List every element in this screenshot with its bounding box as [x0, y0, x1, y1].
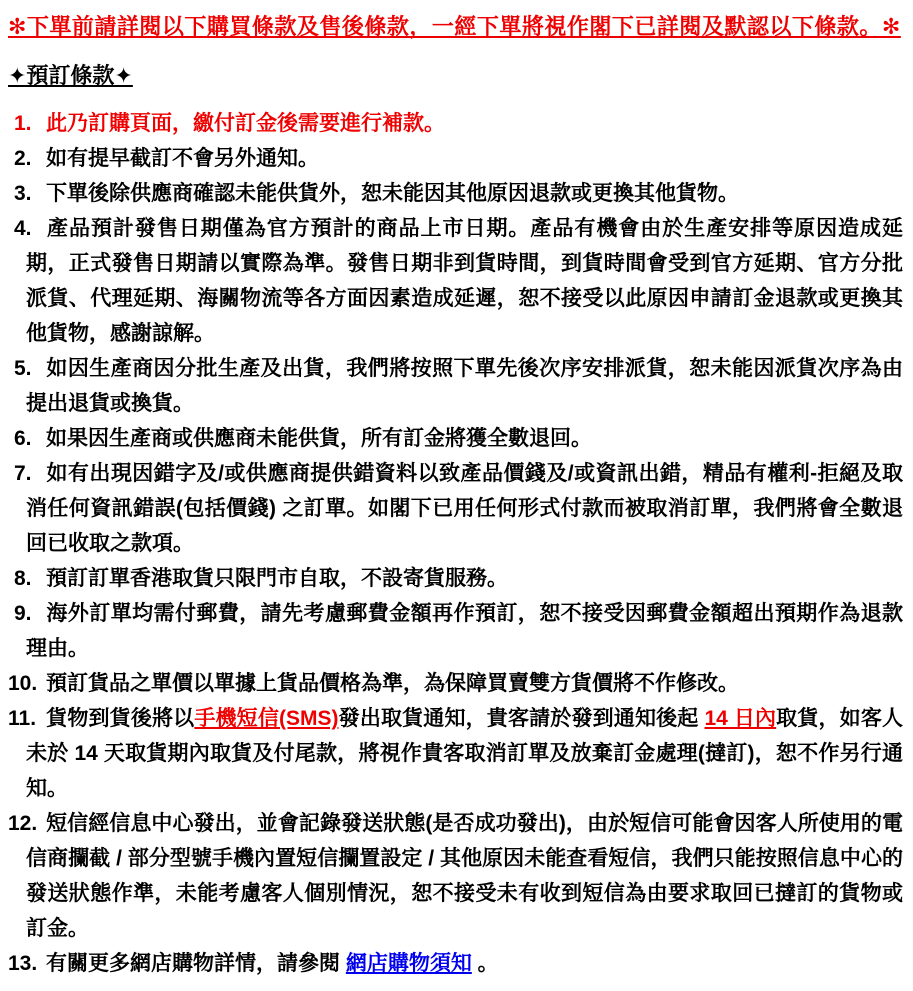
- term-item: [8, 176, 903, 211]
- term-number: 2.: [14, 147, 32, 170]
- term-text-segment: 取貨，如客人未於 14 天取貨期內取貨及付尾款，將視作貴客取消訂單及放棄訂金處理(撻訂)，恕不作另行通知。: [26, 707, 903, 800]
- term-text: [26, 357, 903, 415]
- term-text: [26, 707, 903, 800]
- term-text: [26, 217, 903, 345]
- term-item: [8, 421, 903, 456]
- term-item: [8, 106, 903, 141]
- term-item: [8, 141, 903, 176]
- term-number: 9.: [14, 602, 32, 625]
- term-number: 8.: [14, 567, 32, 590]
- term-number: 7.: [14, 462, 32, 485]
- term-text-segment: 此乃訂購頁面，繳付訂金後需要進行補款。: [46, 112, 445, 135]
- section-title-row: [8, 62, 903, 90]
- term-item: [8, 561, 903, 596]
- term-text: [46, 112, 445, 135]
- term-item: [8, 806, 903, 946]
- term-text-segment: 下單後除供應商確認未能供貨外，恕未能因其他原因退款或更換其他貨物。: [46, 182, 739, 205]
- term-text-segment: 如有出現因錯字及/或供應商提供錯資料以致產品價錢及/或資訊出錯，精品有權利-拒絕及取消任何資訊錯誤(包括價錢) 之訂單。如閣下已用任何形式付款而被取消訂單，我們將會全數退回已收取之款項。: [26, 462, 903, 555]
- term-text-segment: 預訂貨品之單價以單據上貨品價格為準，為保障買賣雙方貨價將不作修改。: [46, 672, 739, 695]
- term-item: [8, 946, 903, 981]
- term-number: 10.: [8, 672, 38, 695]
- highlighted-term: 手機短信(SMS): [194, 707, 339, 730]
- term-number: 1.: [14, 112, 32, 135]
- term-text-segment: 有關更多網店購物詳情，請參閱: [46, 952, 346, 975]
- term-text: [26, 602, 903, 660]
- terms-warning-header: ✻下單前請詳閱以下購買條款及售後條款，一經下單將視作閣下已詳閱及默認以下條款。✻: [8, 14, 901, 39]
- term-item: [8, 666, 903, 701]
- term-text-segment: 海外訂單均需付郵費，請先考慮郵費金額再作預訂，恕不接受因郵費金額超出預期作為退款理由。: [26, 602, 903, 660]
- term-text-segment: 如有提早截訂不會另外通知。: [46, 147, 319, 170]
- term-text-segment: 產品預計發售日期僅為官方預計的商品上市日期。產品有機會由於生產安排等原因造成延期，正式發售日期請以實際為準。發售日期非到貨時間，到貨時間會受到官方延期、官方分批派貨、代理延期、海關物流等各方面因素造成延遲，恕不接受以此原因申請訂金退款或更換其他貨物，感謝諒解。: [26, 217, 903, 345]
- term-number: 11.: [8, 707, 37, 730]
- term-number: 5.: [14, 357, 32, 380]
- term-item: [8, 351, 903, 421]
- term-text-segment: 如果因生產商或供應商未能供貨，所有訂金將獲全數退回。: [46, 427, 592, 450]
- highlighted-term: 14 日內: [704, 707, 777, 730]
- term-text: [46, 567, 508, 590]
- term-text-segment: 如因生產商因分批生產及出貨，我們將按照下單先後次序安排派貨，恕未能因派貨次序為由提出退貨或換貨。: [26, 357, 903, 415]
- term-number: 6.: [14, 427, 32, 450]
- term-item: [8, 456, 903, 561]
- term-text-segment: 發出取貨通知，貴客請於發到通知後起: [338, 707, 705, 730]
- term-text-segment: 預訂訂單香港取貨只限門市自取，不設寄貨服務。: [46, 567, 508, 590]
- term-text-segment: 。: [471, 952, 499, 975]
- store-shopping-guide-link[interactable]: 網店購物須知: [345, 952, 472, 975]
- term-text: [46, 952, 499, 975]
- term-number: 3.: [14, 182, 32, 205]
- term-text: [46, 147, 319, 170]
- term-text: [26, 462, 903, 555]
- term-number: 12.: [8, 812, 38, 835]
- section-title-preorder-terms: ✦預訂條款✦: [8, 63, 133, 88]
- term-number: 13.: [8, 952, 38, 975]
- term-text-segment: 貨物到貨後將以: [46, 707, 195, 730]
- term-item: [8, 701, 903, 806]
- term-text: [46, 427, 592, 450]
- term-text-segment: 短信經信息中心發出，並會記錄發送狀態(是否成功發出)，由於短信可能會因客人所使用的電信商攔截 / 部分型號手機內置短信攔置設定 / 其他原因未能查看短信，我們只能按照信息中心的發送狀態作準，未能考慮客人個別情況，恕不接受未有收到短信為由要求取回已撻訂的貨物或訂金。: [26, 812, 903, 940]
- terms-list: [8, 106, 903, 981]
- term-text: [26, 812, 903, 940]
- term-item: [8, 211, 903, 351]
- term-item: [8, 596, 903, 666]
- term-number: 4.: [14, 217, 32, 240]
- term-text: [46, 672, 739, 695]
- term-text: [46, 182, 739, 205]
